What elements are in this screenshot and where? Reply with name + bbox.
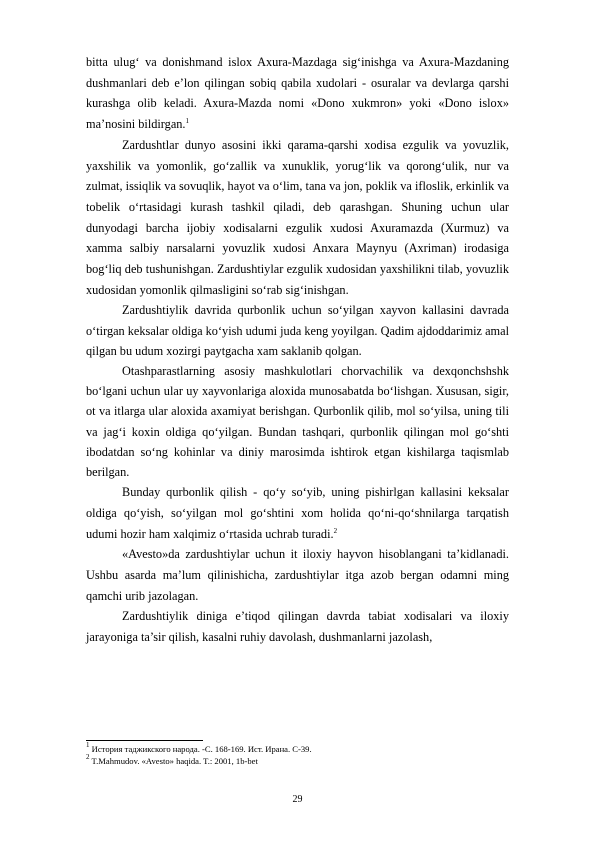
footnote-ref-1[interactable]: 1: [185, 117, 190, 126]
paragraph-1: bitta ulug‘ va donishmand islox Axura-Mazdaga sig‘inishga va Axura-Mazdaning dushmanlari deb e’lon qilingan sobiq qabila xudolari - osuralar va devlarga qarshi kurashga olib keladi. Axura-Mazda nomi «Dono xukmron» yoki «Dono islox» ma’nosini bildirgan.$^1$: [86, 55, 509, 132]
document-body: [86, 52, 509, 648]
paragraph-2: Zardushtlar dunyo asosini ikki qarama-qarshi xodisa ezgulik va yovuzlik, yaxshilik va yomonlik, go‘zallik va xunuklik, yorug‘lik va qorong‘ulik, nur va zulmat, issiqlik va sovuqlik, hayot va o‘lim, tana va jon, poklik va ifloslik, erkinlik va tobelik o‘rtasidagi kurash tashkil qiladi, deb qarashgan. Shuning uchun ular dunyodagi barcha ijobiy xodisalarni ezgulik xudosi Axuramazda (Xurmuz) va xamma salbiy narsalarni yovuzlik xudosi Anxara Maynyu (Axriman) irodasiga bog‘liq deb tushunishgan. Zardushtiylar ezgulik xudosidan yaxshilikni tilab, yovuzlik xudosidan yomonlik qilmasligini so‘rab sig‘inishgan.: [86, 137, 509, 297]
page-number: 29: [292, 794, 303, 805]
paragraph-7: Zardushtiylik diniga e’tiqod qilingan davrda tabiat xodisalari va iloxiy jarayoniga ta’sir qilish, kasalni ruhiy davolash, dushmanlarni jazolash,: [86, 609, 509, 645]
paragraph-5: Bunday qurbonlik qilish - qo‘y so‘yib, uning pishirlgan kallasini keksalar oldiga qo‘yish, so‘yilgan mol go‘shtini xom holida qo‘ni-qo‘shnilarga tarqatish udumi hozir ham xalqimiz o‘rtasida uchrab turadi.$^2$: [86, 485, 509, 541]
footnote-1: $^1$ История таджикского народа. -С. 168-169. Ист. Ирана. С-39.: [86, 741, 312, 754]
footnote-ref-2[interactable]: 2: [333, 526, 338, 535]
paragraph-4: Otashparastlarning asosiy mashkulotlari chorvachilik va dexqonchshshk bo‘lgani uchun ular uy xayvonlariga aloxida munosabatda bo‘lishgan. Xususan, sigir, ot va itlarga ular aloxida axamiyat berishgan. Qurbonlik qilib, mol so‘yilsa, uning tili va jag‘i koxin oldiga qo‘yilgan. Bundan tashqari, qurbonlik qilingan mol go‘shti ibodatdan so‘ng kohinlar va diniy marosimda ishtirok etgan kishilarga taqismlab berilgan.: [86, 364, 509, 480]
paragraph-3: Zardushtiylik davrida qurbonlik uchun so‘yilgan xayvon kallasini davrada o‘tirgan keksalar oldiga ko‘yish udumi juda keng yoyilgan. Qadim ajdoddarimiz amal qilgan bu udum xozirgi paytgacha xam saklanib qolgan.: [86, 303, 509, 358]
paragraph-6: «Avesto»da zardushtiylar uchun it iloxiy hayvon hisoblangani ta’kidlanadi. Ushbu asarda ma’lum qilinishicha, zardushtiylar itga azob bergan odamni ming qamchi urib jazolagan.: [86, 547, 509, 603]
footnote-divider: [86, 740, 203, 741]
footnote-2: $^2$ T.Mahmudov. «Avesto» haqida. T.: 2001, 1b-bet: [86, 753, 258, 766]
